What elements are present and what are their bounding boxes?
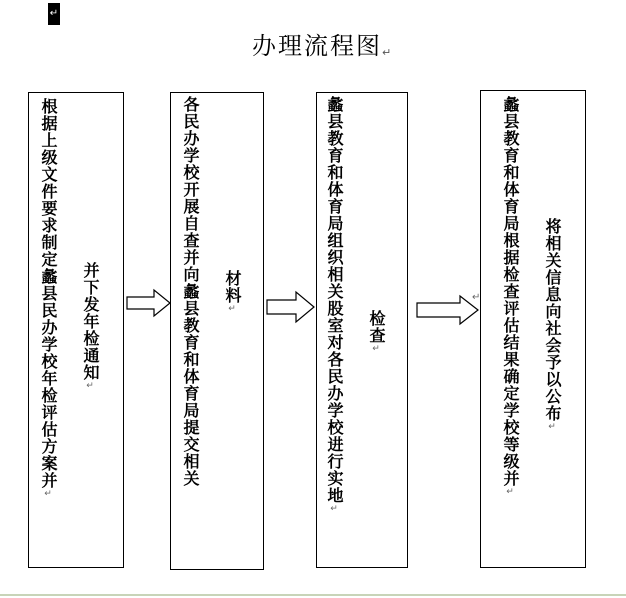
flow-box-2-main: 各民办学校开展自查并向蠡县教育和体育局提交相关 <box>181 96 200 487</box>
arrow-right-icon <box>126 288 172 318</box>
flow-box-4-sub: 将相关信息向社会予以公布 <box>543 218 562 422</box>
cell-end-mark: ↵ <box>371 344 381 355</box>
cell-end-mark: ↵ <box>547 422 557 433</box>
flow-box-1-main-text <box>40 98 56 500</box>
flow-box-2-sub: 材料 <box>223 270 242 304</box>
title-text: 办理流程图 <box>252 32 382 60</box>
arrow-right-icon <box>416 294 480 326</box>
cell-end-mark: ↵ <box>505 487 515 498</box>
flow-box-1-sub: 并下发年检通知 <box>81 262 100 381</box>
flow-box-2-sub-text <box>224 270 240 315</box>
cell-end-mark: ↵ <box>227 304 237 315</box>
arrow-right-icon <box>266 290 316 324</box>
cell-end-mark: ↵ <box>329 504 339 515</box>
flow-box-4-main-text <box>502 96 518 498</box>
flow-box-3-sub: 检查 <box>367 310 386 344</box>
flow-box-1-main: 根据上级文件要求制定蠡县民办学校年检评估方案并 <box>39 98 58 489</box>
flow-box-4-main: 蠡县教育和体育局根据检查评估结果确定学校等级并 <box>501 96 520 487</box>
cell-end-mark: ↵ <box>43 489 53 500</box>
flow-box-3-sub-text <box>368 310 384 355</box>
flow-box-2-main-text <box>182 96 198 487</box>
cell-end-mark: ↵ <box>85 381 95 392</box>
paragraph-mark: ↵ <box>472 292 481 303</box>
paragraph-mark: ↵ <box>382 46 392 59</box>
bottom-divider <box>0 594 626 596</box>
flow-box-3-main: 蠡县教育和体育局组织相关股室对各民办学校进行实地 <box>325 96 344 504</box>
page-title <box>252 26 391 61</box>
flow-box-3-main-text <box>326 96 342 515</box>
flow-box-1-sub-text <box>82 262 98 392</box>
flow-box-4-sub-text <box>544 218 560 433</box>
flow-box-4[interactable] <box>480 90 586 568</box>
paragraph-mark-cursor: ↵ <box>48 3 60 25</box>
